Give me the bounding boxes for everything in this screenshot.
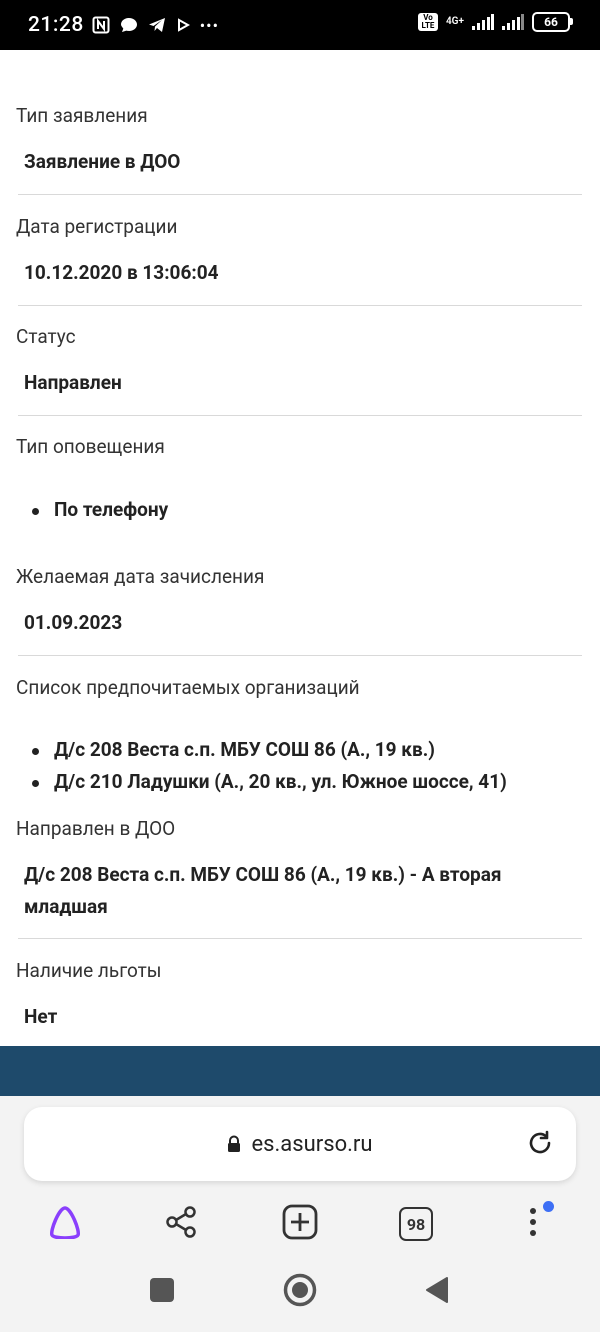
tabs-button[interactable]: [386, 1196, 446, 1252]
field-label-status: Статус: [16, 325, 76, 348]
signal-icon: [472, 14, 494, 30]
list-item: По телефону: [24, 494, 168, 526]
value-line: младшая: [24, 895, 108, 918]
url-text: es.asurso.ru: [251, 1131, 373, 1157]
reload-icon[interactable]: [526, 1129, 554, 1161]
status-time: 21:28: [28, 13, 84, 37]
square-icon: [149, 1277, 175, 1307]
battery-icon: 66: [532, 12, 570, 32]
back-button[interactable]: [407, 1252, 467, 1332]
system-navigation-bar: [0, 1252, 600, 1332]
status-bar: [0, 0, 600, 50]
preferred-orgs-list: [24, 734, 507, 798]
home-circle-icon: [283, 1273, 317, 1311]
field-label-preferred-orgs: Список предпочитаемых организаций: [16, 676, 360, 699]
field-value-application-type: Заявление в ДОО: [24, 150, 181, 173]
field-value-assigned-doo: [24, 859, 564, 923]
back-triangle-icon: [424, 1276, 450, 1308]
field-value-status: Направлен: [24, 371, 122, 394]
value-line: Д/с 208 Веста с.п. МБУ СОШ 86 (А., 19 кв.) - А вторая: [24, 863, 502, 886]
list-item: Д/с 208 Веста с.п. МБУ СОШ 86 (А., 19 кв.): [24, 734, 507, 766]
menu-button[interactable]: [503, 1196, 563, 1252]
list-item: Д/с 210 Ладушки (А., 20 кв., ул. Южное шоссе, 41): [24, 766, 507, 798]
divider: [18, 415, 582, 416]
field-label-notification-type: Тип оповещения: [16, 435, 165, 458]
divider: [18, 655, 582, 656]
home-button[interactable]: [270, 1252, 330, 1332]
field-value-registration-date: 10.12.2020 в 13:06:04: [24, 261, 219, 284]
play-icon: [176, 18, 190, 32]
field-label-application-type: Тип заявления: [16, 104, 148, 127]
field-value-benefits: Нет: [24, 1005, 58, 1028]
page-footer: [0, 1046, 600, 1096]
field-value-desired-date: 01.09.2023: [24, 611, 123, 634]
field-label-benefits: Наличие льготы: [16, 959, 162, 982]
telegram-icon: [148, 16, 166, 34]
more-notifications-icon: •••: [199, 15, 219, 35]
kebab-menu-icon: [529, 1207, 537, 1241]
lock-icon: [227, 1135, 241, 1153]
tabs-count-icon: 98: [399, 1207, 433, 1241]
share-button[interactable]: [151, 1196, 211, 1252]
volte-icon: Vo LTE: [418, 13, 438, 31]
notification-type-list: [24, 494, 168, 526]
field-label-desired-date: Желаемая дата зачисления: [16, 565, 265, 588]
browser-nav: [0, 1196, 600, 1252]
field-label-registration-date: Дата регистрации: [16, 215, 178, 238]
network-type: 4G+: [445, 16, 464, 27]
chat-bubble-icon: [120, 16, 138, 34]
recent-apps-button[interactable]: [132, 1252, 192, 1332]
divider: [18, 938, 582, 939]
alice-button[interactable]: [35, 1196, 95, 1252]
signal-icon-2: [502, 14, 524, 30]
nfc-icon: [92, 16, 110, 34]
share-icon: [164, 1205, 198, 1243]
divider: [18, 305, 582, 306]
divider: [18, 194, 582, 195]
plus-square-icon: [282, 1204, 318, 1244]
notification-dot-icon: [543, 1201, 554, 1212]
alice-triangle-icon: [47, 1205, 83, 1243]
new-tab-button[interactable]: [270, 1196, 330, 1252]
field-label-assigned-doo: Направлен в ДОО: [16, 817, 176, 840]
address-bar[interactable]: [24, 1107, 576, 1181]
